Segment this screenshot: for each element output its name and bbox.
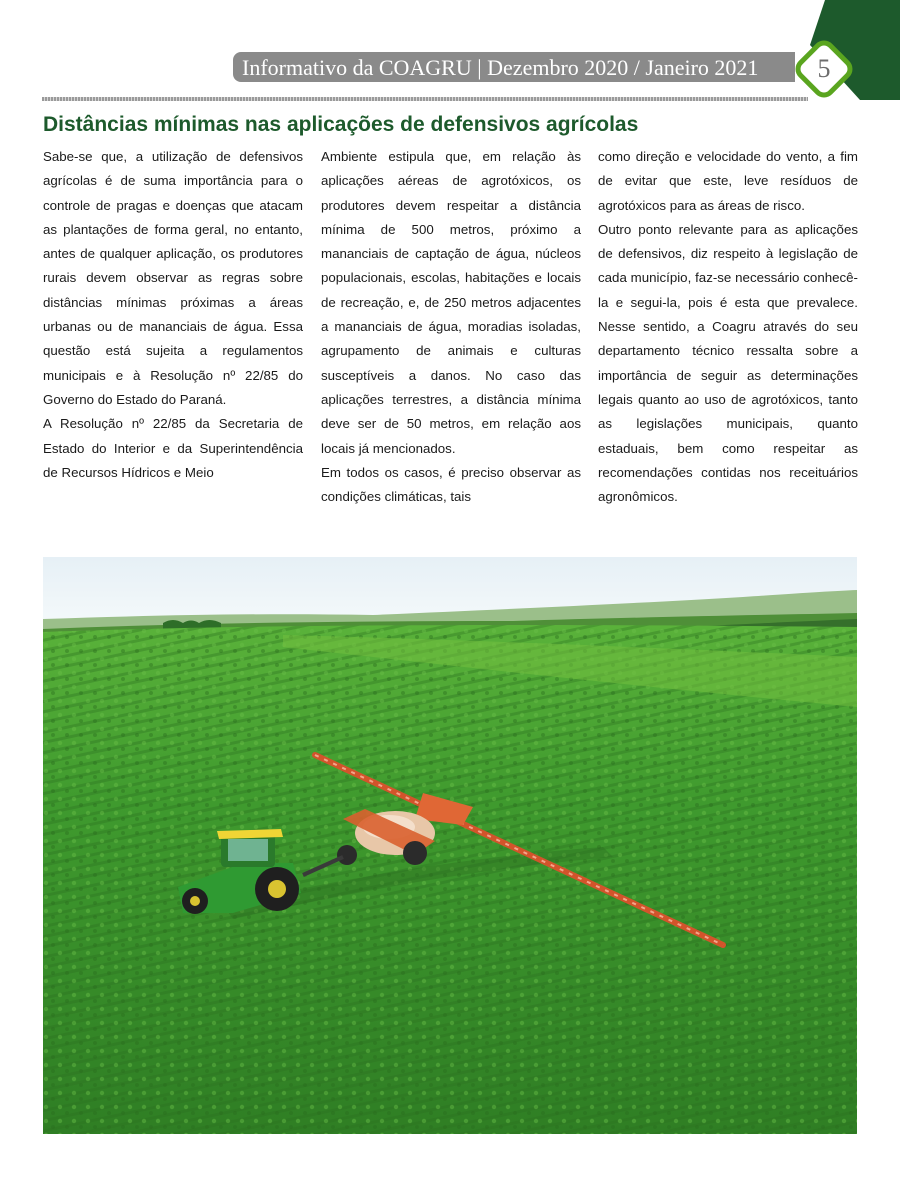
text-column-3 [598, 145, 858, 509]
paragraph: A Resolução nº 22/85 da Secretaria de Estado do Interior e da Superintendência de Recursos Hídricos e Meio [43, 416, 303, 480]
text-column-2 [321, 145, 581, 509]
paragraph: Sabe-se que, a utilização de defensivos agrícolas é de suma importância para o controle de pragas e doenças que atacam as plantações de forma geral, no entanto, antes de qualquer aplicação, os produtores rurais devem observar as regras sobre distâncias mínimas próximas a áreas urbanas ou de mananciais de água. Essa questão está sujeita a regulamentos municipais e à Resolução nº 22/85 do Governo do Estado do Paraná. [43, 149, 303, 407]
paragraph: Outro ponto relevante para as aplicações de defensivos, diz respeito à legislação de cada município, faz-se necessário conhecê-la e segui-la, pois é esta que prevalece. Nesse sentido, a Coagru através do seu departamento técnico ressalta sobre a importância de seguir as determinações legais quanto ao uso de agrotóxicos, tanto as legislações municipais, quanto estaduais, bem como respeitar as recomendações contidas nos receituários agronômicos. [598, 221, 858, 505]
text-column-1 [43, 145, 303, 485]
header-divider [42, 97, 808, 101]
paragraph: Ambiente estipula que, em relação às aplicações aéreas de agrotóxicos, os produtores devem respeitar a distância mínima de 500 metros, próximo a mananciais de captação de água, núcleos populacionais, escolas, habitações e locais de recreação, e, de 250 metros adjacentes a mananciais de água, moradias isoladas, agrupamento de animais e culturas susceptíveis a danos. No caso das aplicações terrestres, a distância mínima deve ser de 50 metros, em relação aos locais já mencionados. [321, 149, 581, 456]
article-title: Distâncias mínimas nas aplicações de defensivos agrícolas [43, 113, 639, 136]
paragraph: como direção e velocidade do vento, a fim de evitar que este, leve resíduos de agrotóxicos para as áreas de risco. [598, 149, 858, 213]
paragraph: Em todos os casos, é preciso observar as condições climáticas, tais [321, 464, 581, 505]
page-number: 5 [817, 54, 831, 83]
publication-header: Informativo da COAGRU | Dezembro 2020 / Janeiro 2021 [242, 55, 759, 80]
field-sprayer-photo [43, 557, 857, 1134]
